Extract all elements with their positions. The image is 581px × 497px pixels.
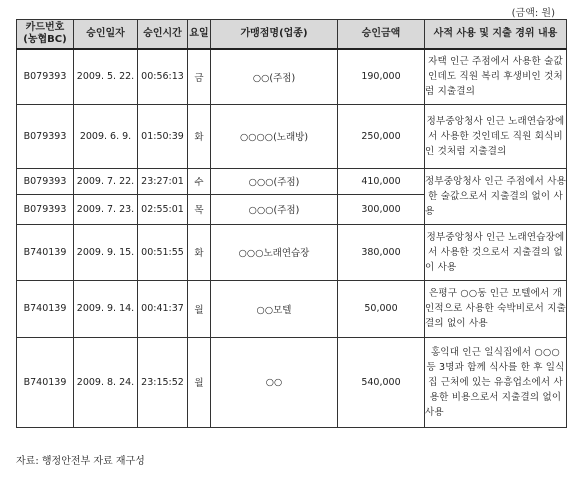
day-cell: 금 (188, 49, 211, 104)
card-cell: B079393 (17, 194, 74, 224)
source-note: 자료: 행정안전부 자료 재구성 (16, 456, 145, 467)
date-cell: 2009. 7. 22. (74, 168, 138, 194)
date-cell: 2009. 8. 24. (74, 337, 138, 427)
header-merchant: 가맹점명(업종) (211, 20, 338, 50)
header-card-number: 카드번호 (농협BC) (17, 20, 74, 50)
date-cell: 2009. 6. 9. (74, 104, 138, 168)
purpose-cell: 자택 인근 주점에서 사용한 술값인데도 직원 복리 후생비인 것처럼 지출결의 (425, 49, 567, 104)
header-approval-time: 승인시간 (138, 20, 188, 50)
merchant-cell: ○○○(주점) (211, 194, 338, 224)
purpose-cell: 정부중앙청사 인근 주점에서 사용한 술값으로서 지출결의 없이 사용 (425, 168, 567, 224)
day-cell: 목 (188, 194, 211, 224)
header-amount: 승인금액 (338, 20, 425, 50)
day-cell: 월 (188, 337, 211, 427)
header-weekday: 요일 (188, 20, 211, 50)
unit-label: (금액: 원) (511, 8, 555, 19)
amount-cell: 380,000 (338, 224, 425, 280)
table-row (17, 224, 567, 280)
time-cell: 00:41:37 (138, 280, 188, 337)
card-cell: B079393 (17, 104, 74, 168)
merchant-cell: ○○○(주점) (211, 168, 338, 194)
day-cell: 화 (188, 104, 211, 168)
purpose-cell: 정부중앙청사 인근 노래연습장에서 사용한 것인데도 직원 회식비인 것처럼 지출결의 (425, 104, 567, 168)
time-cell: 02:55:01 (138, 194, 188, 224)
card-cell: B740139 (17, 224, 74, 280)
merchant-cell: ○○○○(노래방) (211, 104, 338, 168)
merchant-cell: ○○ (211, 337, 338, 427)
time-cell: 23:27:01 (138, 168, 188, 194)
time-cell: 01:50:39 (138, 104, 188, 168)
header-purpose: 사적 사용 및 지출 경위 내용 (425, 20, 567, 50)
purpose-cell: 정부중앙청사 인근 노래연습장에서 사용한 것으로서 지출결의 없이 사용 (425, 224, 567, 280)
day-cell: 화 (188, 224, 211, 280)
merchant-cell: ○○○노래연습장 (211, 224, 338, 280)
table-row (17, 337, 567, 427)
card-cell: B079393 (17, 49, 74, 104)
card-usage-table (16, 19, 567, 428)
merchant-cell: ○○(주점) (211, 49, 338, 104)
table-row (17, 49, 567, 104)
purpose-cell: 홍익대 인근 일식집에서 ○○○ 등 3명과 함께 식사를 한 후 일식집 근처에 있는 유흥업소에서 사용한 비용으로서 지출결의 없이 사용 (425, 337, 567, 427)
table-row (17, 168, 567, 194)
amount-cell: 410,000 (338, 168, 425, 194)
date-cell: 2009. 5. 22. (74, 49, 138, 104)
amount-cell: 250,000 (338, 104, 425, 168)
amount-cell: 190,000 (338, 49, 425, 104)
table-row (17, 280, 567, 337)
time-cell: 00:51:55 (138, 224, 188, 280)
amount-cell: 540,000 (338, 337, 425, 427)
table-header-row (17, 20, 567, 50)
amount-cell: 50,000 (338, 280, 425, 337)
time-cell: 00:56:13 (138, 49, 188, 104)
merchant-cell: ○○모텔 (211, 280, 338, 337)
date-cell: 2009. 9. 14. (74, 280, 138, 337)
date-cell: 2009. 9. 15. (74, 224, 138, 280)
day-cell: 월 (188, 280, 211, 337)
amount-cell: 300,000 (338, 194, 425, 224)
header-approval-date: 승인일자 (74, 20, 138, 50)
day-cell: 수 (188, 168, 211, 194)
card-cell: B740139 (17, 280, 74, 337)
time-cell: 23:15:52 (138, 337, 188, 427)
table-row (17, 104, 567, 168)
purpose-cell: 은평구 ○○동 인근 모텔에서 개인적으로 사용한 숙박비로서 지출결의 없이 사용 (425, 280, 567, 337)
date-cell: 2009. 7. 23. (74, 194, 138, 224)
card-cell: B740139 (17, 337, 74, 427)
card-cell: B079393 (17, 168, 74, 194)
